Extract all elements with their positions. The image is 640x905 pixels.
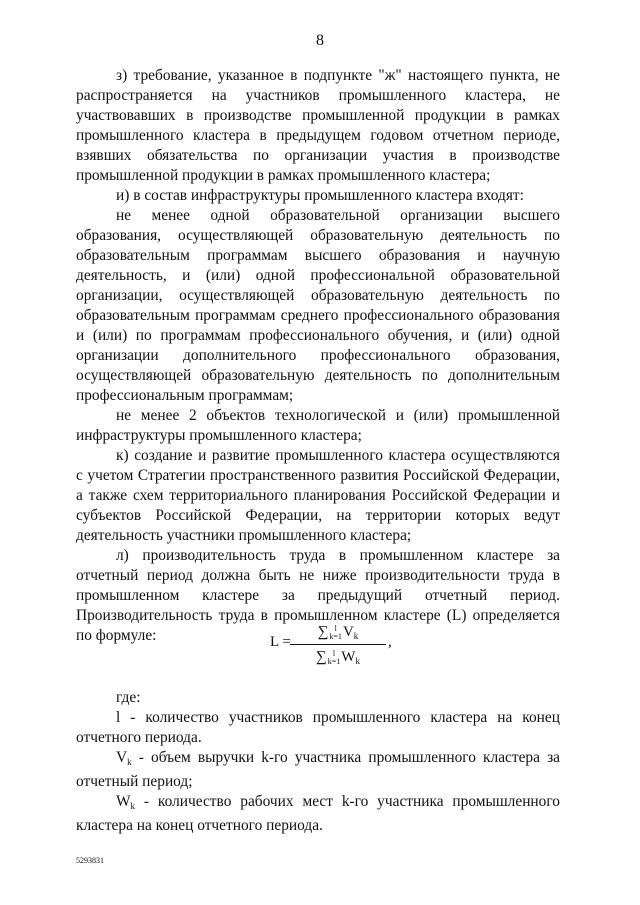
sum-symbol: ∑ (316, 649, 327, 665)
definition-subscript: k (130, 801, 136, 811)
definition-subscript: k (127, 757, 132, 767)
page-number: 8 (316, 32, 324, 49)
definition-term: W (116, 793, 131, 810)
denominator-variable: W (341, 649, 356, 665)
sum-upper: l (332, 648, 336, 658)
sum-upper: l (334, 623, 337, 633)
denominator-subscript: k (355, 656, 360, 666)
definition-l (76, 708, 560, 748)
formula-comma: , (388, 634, 392, 650)
sum-lower: k=1 (327, 656, 341, 666)
numerator-subscript: k (353, 631, 359, 641)
paragraph-infrastructure-objects: не менее 2 объектов технологической и (или) промышленной инфраструктуры промышленного кластера; (76, 407, 560, 444)
definition-text: - количество рабочих мест k-го участника промышленного кластера на конец отчетного периода. (76, 793, 560, 834)
formula-lhs: L = (270, 634, 291, 650)
definition-term: l (116, 709, 121, 726)
productivity-formula (270, 614, 410, 670)
sum-limits (328, 650, 341, 666)
definition-vk (76, 748, 560, 792)
sum-limits (329, 625, 342, 641)
numerator-variable: V (342, 624, 354, 640)
formula-denominator (290, 644, 386, 669)
paragraph-education-org: не менее одной образовательной организации высшего образования, осуществляющей образовательную деятельность по образовательным программам высшего образования и научную деятельность, и (или) одной профессиональной образовательной организации, осуществляющей образовательную деятельность по образовательным программам среднего профессионального образования и (или) по программам профессионального обучения, и (или) одной организации дополнительного профессионального образования, осуществляющей образовательную деятельность по дополнительным профессиональным программам; (76, 207, 560, 404)
definition-term: V (116, 749, 128, 766)
definition-wk (76, 792, 560, 836)
sum-lower: k=1 (329, 631, 342, 641)
paragraph-i: и) в состав инфраструктуры промышленного кластера входят: (116, 187, 524, 204)
body-text (76, 66, 560, 646)
paragraph-l: л) производительность труда в промышленном кластере за отчетный период должна быть не ниже производительности труда в промышленном кластере за предыдущий отчетный период. Производительность труда в промышленном кластере (L) определяется по формуле: (76, 547, 560, 644)
paragraph-k: к) создание и развитие промышленного кластера осуществляются с учетом Стратегии пространственного развития Российской Федерации, а также схем территориального планирования Российской Федерации и субъектов Российской Федерации, на территории которых ведут деятельность участники промышленного кластера; (76, 447, 560, 544)
definition-text: - объем выручки k-го участника промышленного кластера за отчетный период; (76, 749, 560, 790)
where-label: где: (116, 689, 141, 706)
document-id: 5293831 (76, 856, 104, 865)
formula-numerator (290, 620, 386, 644)
formula-fraction (290, 620, 386, 669)
definitions (76, 688, 560, 836)
definition-text: - количество участников промышленного кластера на конец отчетного периода. (76, 709, 560, 746)
sum-symbol: ∑ (317, 624, 329, 640)
paragraph-z: з) требование, указанное в подпункте "ж" настоящего пункта, не распространяется на участников промышленного кластера, не участвовавших в производстве промышленной продукции в рамках промышленного кластера в предыдущем годовом отчетном периоде, взявших обязательства по организации участия в производстве промышленной продукции в рамках промышленного кластера; (76, 67, 560, 184)
